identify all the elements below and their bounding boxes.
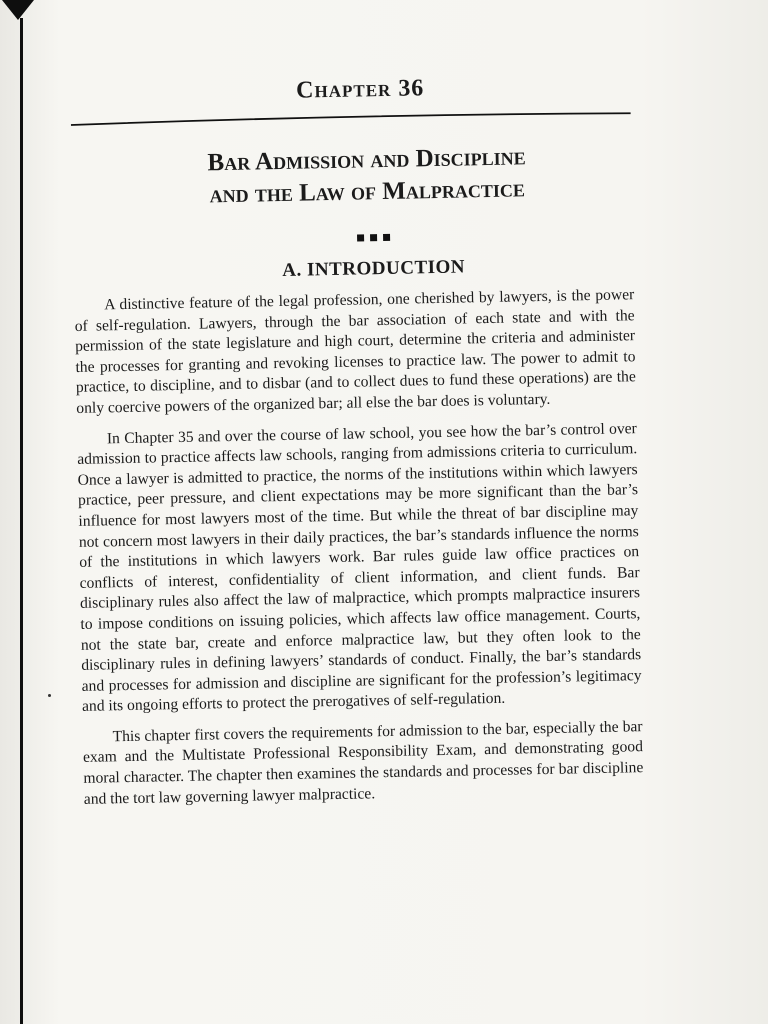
ornament-square: [383, 234, 390, 241]
body-text: [74, 285, 644, 810]
binding-edge-line: [20, 18, 23, 1024]
paragraph-1: A distinctive feature of the legal profession, one cherished by lawyers, is the power of self-regulation. Lawyers, through the bar association of each state and with the permission of the state legislature and high court, determine the criteria and administer the processes for granting and revoking licenses to practice law. The power to admit to practice, to discipline, and to disbar (and to collect dues to fund these operations) are the only coercive powers of the organized bar; all else the bar does is voluntary.: [74, 286, 636, 417]
section-heading: A. INTRODUCTION: [282, 256, 466, 281]
chapter-title-line-2: and the Law of Malpractice: [209, 175, 526, 209]
paragraph-3: This chapter first covers the requirements for admission to the bar, especially the bar exam and the Multistate Professional Responsibility Exam, and demonstrating good moral character. The chapter then examines the standards and processes for bar discipline and the tort law governing lawyer malpractice.: [82, 718, 644, 808]
scan-speck: [48, 694, 51, 697]
ornament-square: [370, 234, 377, 241]
chapter-title-line-1: Bar Admission and Discipline: [207, 143, 526, 177]
page-content: [70, 69, 644, 820]
ornament-square: [357, 234, 364, 241]
corner-triangle-mark: [2, 0, 34, 20]
paragraph-2: In Chapter 35 and over the course of law school, you see how the bar’s control over admission to practice affects law schools, ranging from admissions criteria to curriculum. Once a lawyer is admitted to practice, the norms of the institutions within which lawyers practice, peer pressure, and client expectations may be more significant than the bar’s influence for most lawyers most of the time. But while the threat of bar discipline may not concern most lawyers in their daily practices, the bar’s standards influence the norms of the institutions in which lawyers work. Bar rules guide law office practices on conflicts of interest, confidentiality of client information, and client funds. Bar disciplinary rules also affect the law of malpractice, which prompts malpractice insurers to impose conditions on issuing policies, which affects law office management. Courts, not the state bar, create and enforce malpractice law, but they often look to the disciplinary rules in defining lawyers’ standards of conduct. Finally, the bar’s standards and processes for admission and discipline are significant for the profession’s legitimacy and its ongoing efforts to protect the prerogatives of self-regulation.: [77, 419, 642, 716]
chapter-title: [101, 139, 632, 213]
chapter-number: Chapter 36: [295, 75, 425, 104]
chapter-rule-divider: [71, 109, 631, 128]
section-ornament: [113, 221, 633, 243]
